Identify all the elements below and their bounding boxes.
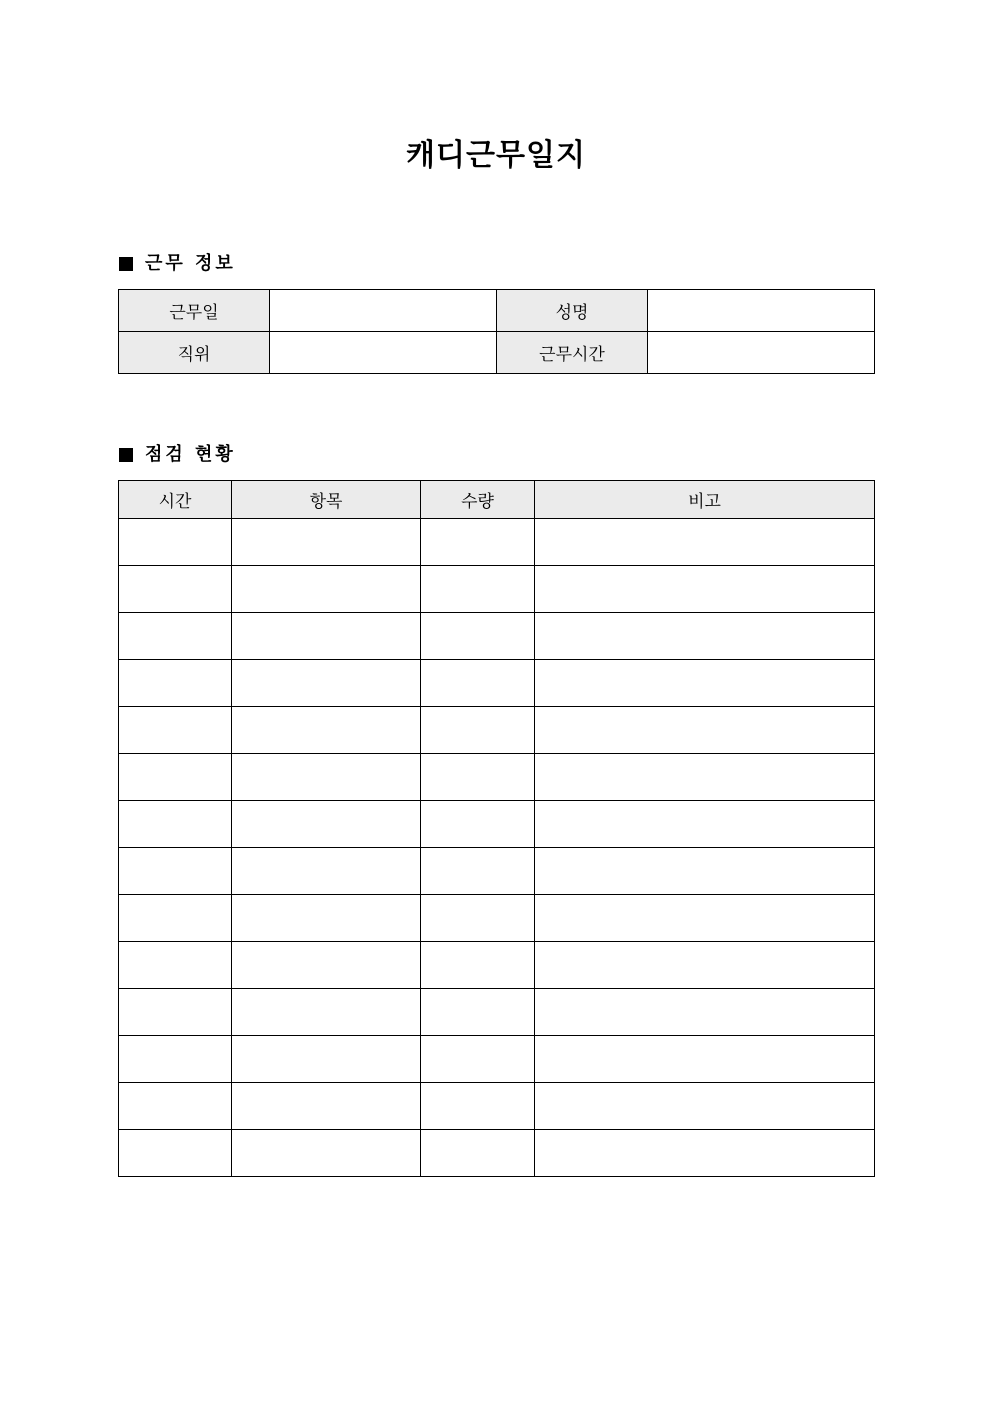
item-cell[interactable] [232,942,421,989]
section-heading-label: 근무 정보 [145,253,236,274]
name-field[interactable] [648,290,875,332]
table-row [119,848,875,895]
table-row [119,332,875,374]
remarks-cell[interactable] [535,1130,875,1177]
column-header-quantity: 수량 [421,481,535,519]
quantity-cell[interactable] [421,848,535,895]
item-cell[interactable] [232,613,421,660]
remarks-cell[interactable] [535,801,875,848]
work-date-field[interactable] [270,290,497,332]
column-header-remarks: 비고 [535,481,875,519]
quantity-cell[interactable] [421,519,535,566]
inspection-table [118,480,875,1177]
time-cell[interactable] [119,989,232,1036]
item-cell[interactable] [232,660,421,707]
quantity-cell[interactable] [421,1083,535,1130]
document-title: 캐디근무일지 [406,138,586,173]
remarks-cell[interactable] [535,895,875,942]
quantity-cell[interactable] [421,989,535,1036]
remarks-cell[interactable] [535,707,875,754]
inspection-table-body [119,519,875,1177]
work-date-label: 근무일 [119,290,270,332]
section-heading-inspection-status [119,442,236,468]
table-row [119,1130,875,1177]
remarks-cell[interactable] [535,754,875,801]
work-hours-field[interactable] [648,332,875,374]
remarks-cell[interactable] [535,660,875,707]
table-row [119,942,875,989]
time-cell[interactable] [119,660,232,707]
time-cell[interactable] [119,801,232,848]
item-cell[interactable] [232,1036,421,1083]
square-bullet-icon [119,448,133,462]
quantity-cell[interactable] [421,707,535,754]
remarks-cell[interactable] [535,1083,875,1130]
section-heading-label: 점검 현황 [145,444,236,465]
time-cell[interactable] [119,848,232,895]
position-field[interactable] [270,332,497,374]
quantity-cell[interactable] [421,801,535,848]
item-cell[interactable] [232,801,421,848]
item-cell[interactable] [232,707,421,754]
remarks-cell[interactable] [535,566,875,613]
item-cell[interactable] [232,1130,421,1177]
item-cell[interactable] [232,895,421,942]
time-cell[interactable] [119,942,232,989]
quantity-cell[interactable] [421,660,535,707]
time-cell[interactable] [119,895,232,942]
table-row [119,895,875,942]
table-row [119,613,875,660]
time-cell[interactable] [119,1083,232,1130]
item-cell[interactable] [232,754,421,801]
table-row [119,801,875,848]
quantity-cell[interactable] [421,566,535,613]
time-cell[interactable] [119,754,232,801]
item-cell[interactable] [232,1083,421,1130]
position-label: 직위 [119,332,270,374]
table-row [119,660,875,707]
quantity-cell[interactable] [421,613,535,660]
quantity-cell[interactable] [421,895,535,942]
remarks-cell[interactable] [535,848,875,895]
time-cell[interactable] [119,1130,232,1177]
remarks-cell[interactable] [535,942,875,989]
remarks-cell[interactable] [535,613,875,660]
remarks-cell[interactable] [535,519,875,566]
item-cell[interactable] [232,566,421,613]
table-row [119,519,875,566]
quantity-cell[interactable] [421,1036,535,1083]
work-hours-label: 근무시간 [497,332,648,374]
column-header-time: 시간 [119,481,232,519]
item-cell[interactable] [232,519,421,566]
table-row [119,707,875,754]
time-cell[interactable] [119,566,232,613]
table-row [119,290,875,332]
time-cell[interactable] [119,519,232,566]
section-heading-work-info [119,251,236,277]
work-info-table [118,289,875,374]
table-row [119,989,875,1036]
quantity-cell[interactable] [421,1130,535,1177]
table-row [119,754,875,801]
remarks-cell[interactable] [535,989,875,1036]
time-cell[interactable] [119,613,232,660]
time-cell[interactable] [119,1036,232,1083]
time-cell[interactable] [119,707,232,754]
table-row [119,1036,875,1083]
square-bullet-icon [119,257,133,271]
remarks-cell[interactable] [535,1036,875,1083]
item-cell[interactable] [232,848,421,895]
quantity-cell[interactable] [421,754,535,801]
quantity-cell[interactable] [421,942,535,989]
table-row [119,566,875,613]
name-label: 성명 [497,290,648,332]
table-row [119,1083,875,1130]
column-header-item: 항목 [232,481,421,519]
item-cell[interactable] [232,989,421,1036]
table-header-row [119,481,875,519]
